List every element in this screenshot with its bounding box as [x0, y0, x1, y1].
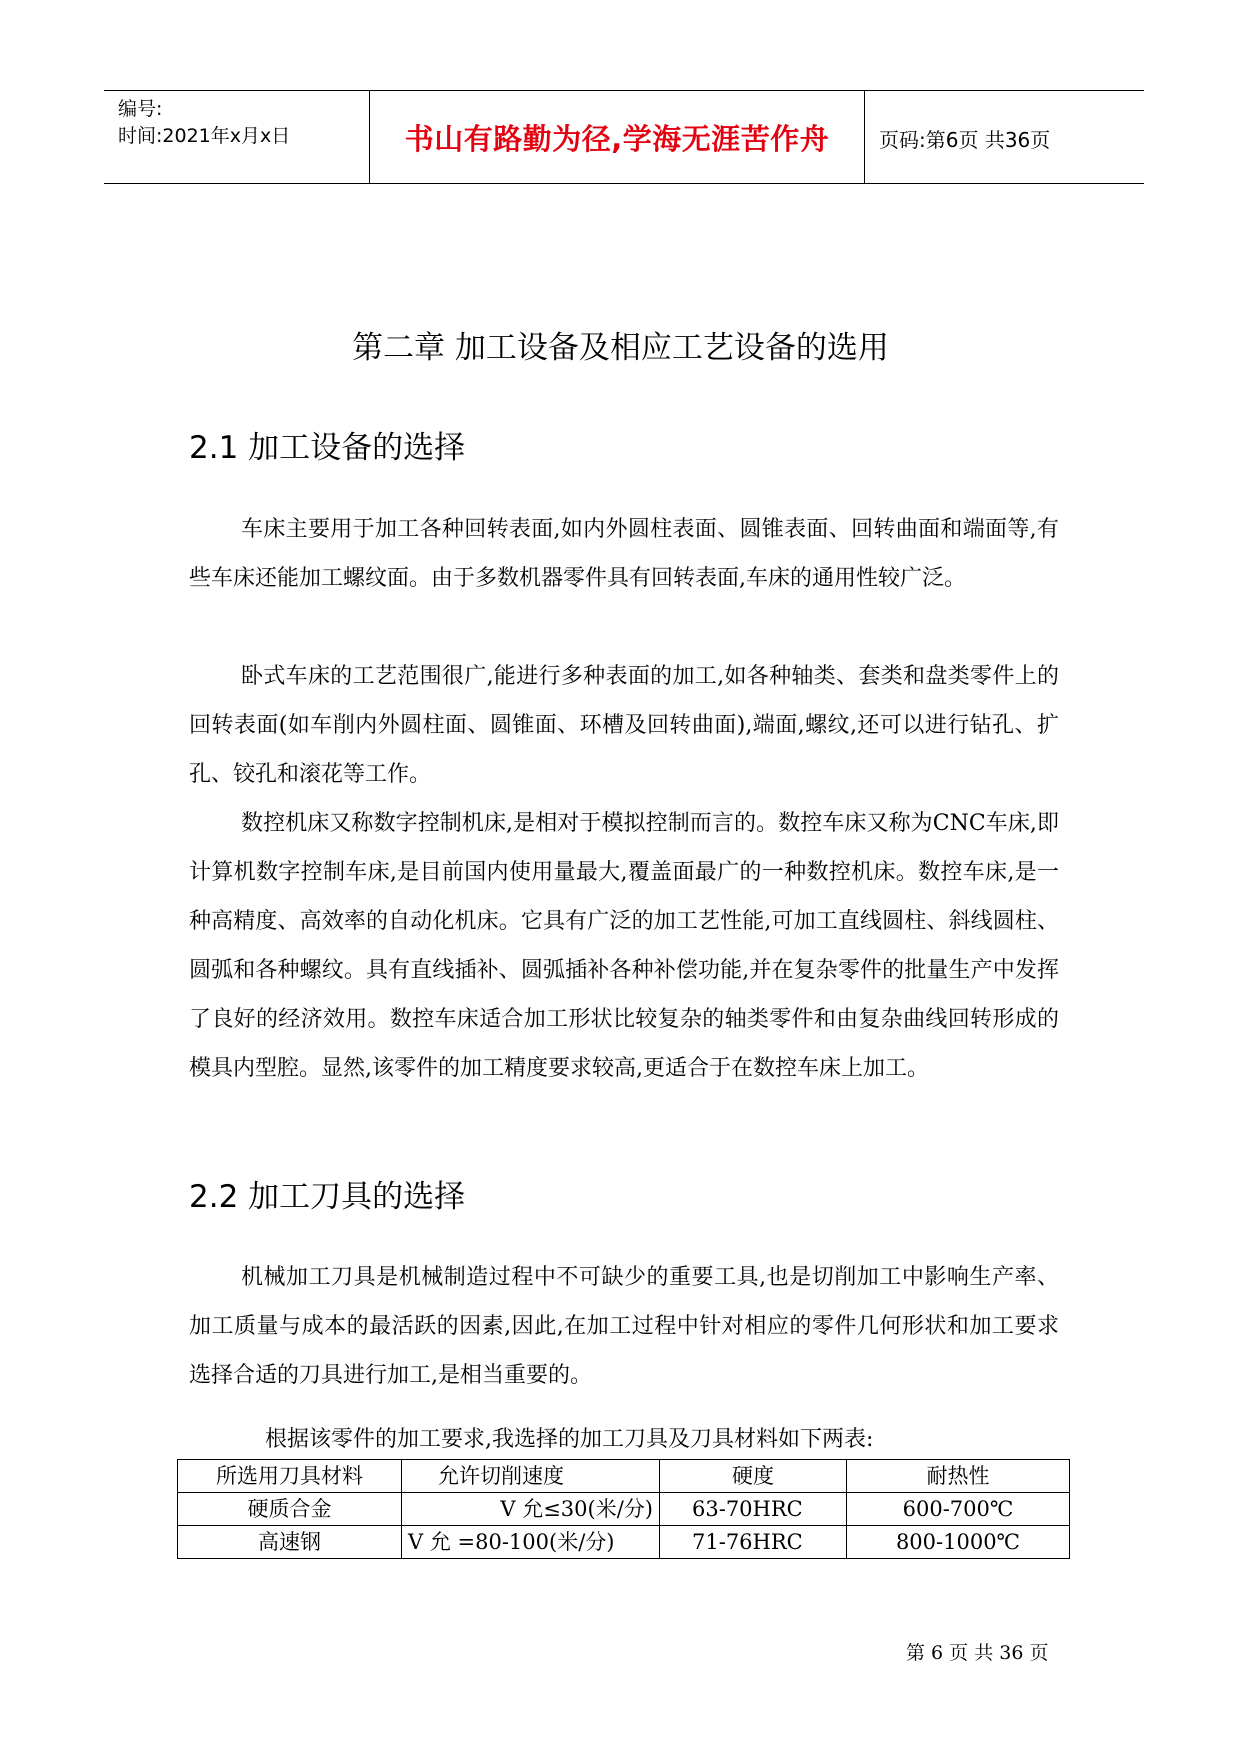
document-number-label: 编号:: [118, 98, 163, 120]
table-cell: 高速钢: [178, 1526, 402, 1559]
table-row: [178, 1493, 1070, 1526]
table-header-cell: 所选用刀具材料: [178, 1460, 402, 1493]
header-meta-cell: [104, 91, 370, 183]
table-cell: 63-70HRC: [660, 1493, 847, 1526]
chapter-title: 第二章 加工设备及相应工艺设备的选用: [352, 330, 889, 366]
section-heading-2-1: 2.1 加工设备的选择: [189, 430, 466, 466]
table-cell: 600-700℃: [847, 1493, 1070, 1526]
table-cell: 硬质合金: [178, 1493, 402, 1526]
table-header-cell: 硬度: [660, 1460, 847, 1493]
document-time-label: 时间:2021年x月x日: [118, 125, 291, 147]
paragraph-lathe-intro: 车床主要用于加工各种回转表面,如内外圆柱表面、圆锥表面、回转曲面和端面等,有些车床还能加工螺纹面。由于多数机器零件具有回转表面,车床的通用性较广泛。: [189, 517, 1059, 591]
table-header-cell: 耐热性: [847, 1460, 1070, 1493]
paragraph-cnc-lathe: 数控机床又称数字控制机床,是相对于模拟控制而言的。数控车床又称为CNC车床,即计算机数字控制车床,是目前国内使用量最大,覆盖面最广的一种数控机床。数控车床,是一种高精度、高效率的自动化机床。它具有广泛的加工艺性能,可加工直线圆柱、斜线圆柱、圆弧和各种螺纹。具有直线插补、圆弧插补各种补偿功能,并在复杂零件的批量生产中发挥了良好的经济效用。数控车床适合加工形状比较复杂的轴类零件和由复杂曲线回转形成的模具内型腔。显然,该零件的加工精度要求较高,更适合于在数控车床上加工。: [189, 811, 1059, 1081]
header-page-info: 页码:第6页 共36页: [879, 128, 1051, 152]
page-footer: 第 6 页 共 36 页: [906, 1642, 1049, 1664]
table-cell: 800-1000℃: [847, 1526, 1070, 1559]
tool-material-table: [177, 1459, 1070, 1559]
table-cell: 71-76HRC: [660, 1526, 847, 1559]
table-header-cell: 允许切削速度: [402, 1460, 660, 1493]
table-caption: 根据该零件的加工要求,我选择的加工刀具及刀具材料如下两表:: [265, 1427, 874, 1452]
table-header-row: [178, 1460, 1070, 1493]
paragraph-horizontal-lathe: 卧式车床的工艺范围很广,能进行多种表面的加工,如各种轴类、套类和盘类零件上的回转表面(如车削内外圆柱面、圆锥面、环槽及回转曲面),端面,螺纹,还可以进行钻孔、扩孔、铰孔和滚花等工作。: [189, 664, 1059, 787]
paragraph-cutting-tools: 机械加工刀具是机械制造过程中不可缺少的重要工具,也是切削加工中影响生产率、加工质量与成本的最活跃的因素,因此,在加工过程中针对相应的零件几何形状和加工要求选择合适的刀具进行加工,是相当重要的。: [189, 1265, 1059, 1388]
table-cell: V 允≤30(米/分): [402, 1493, 660, 1526]
header-motto-cell: [370, 91, 865, 183]
header-motto: 书山有路勤为径,学海无涯苦作舟: [404, 122, 830, 156]
table-row: [178, 1526, 1070, 1559]
section-heading-2-2: 2.2 加工刀具的选择: [189, 1179, 466, 1215]
table-cell: V 允 =80-100(米/分): [402, 1526, 660, 1559]
page-header: [104, 90, 1144, 184]
header-page-cell: [865, 91, 1144, 183]
